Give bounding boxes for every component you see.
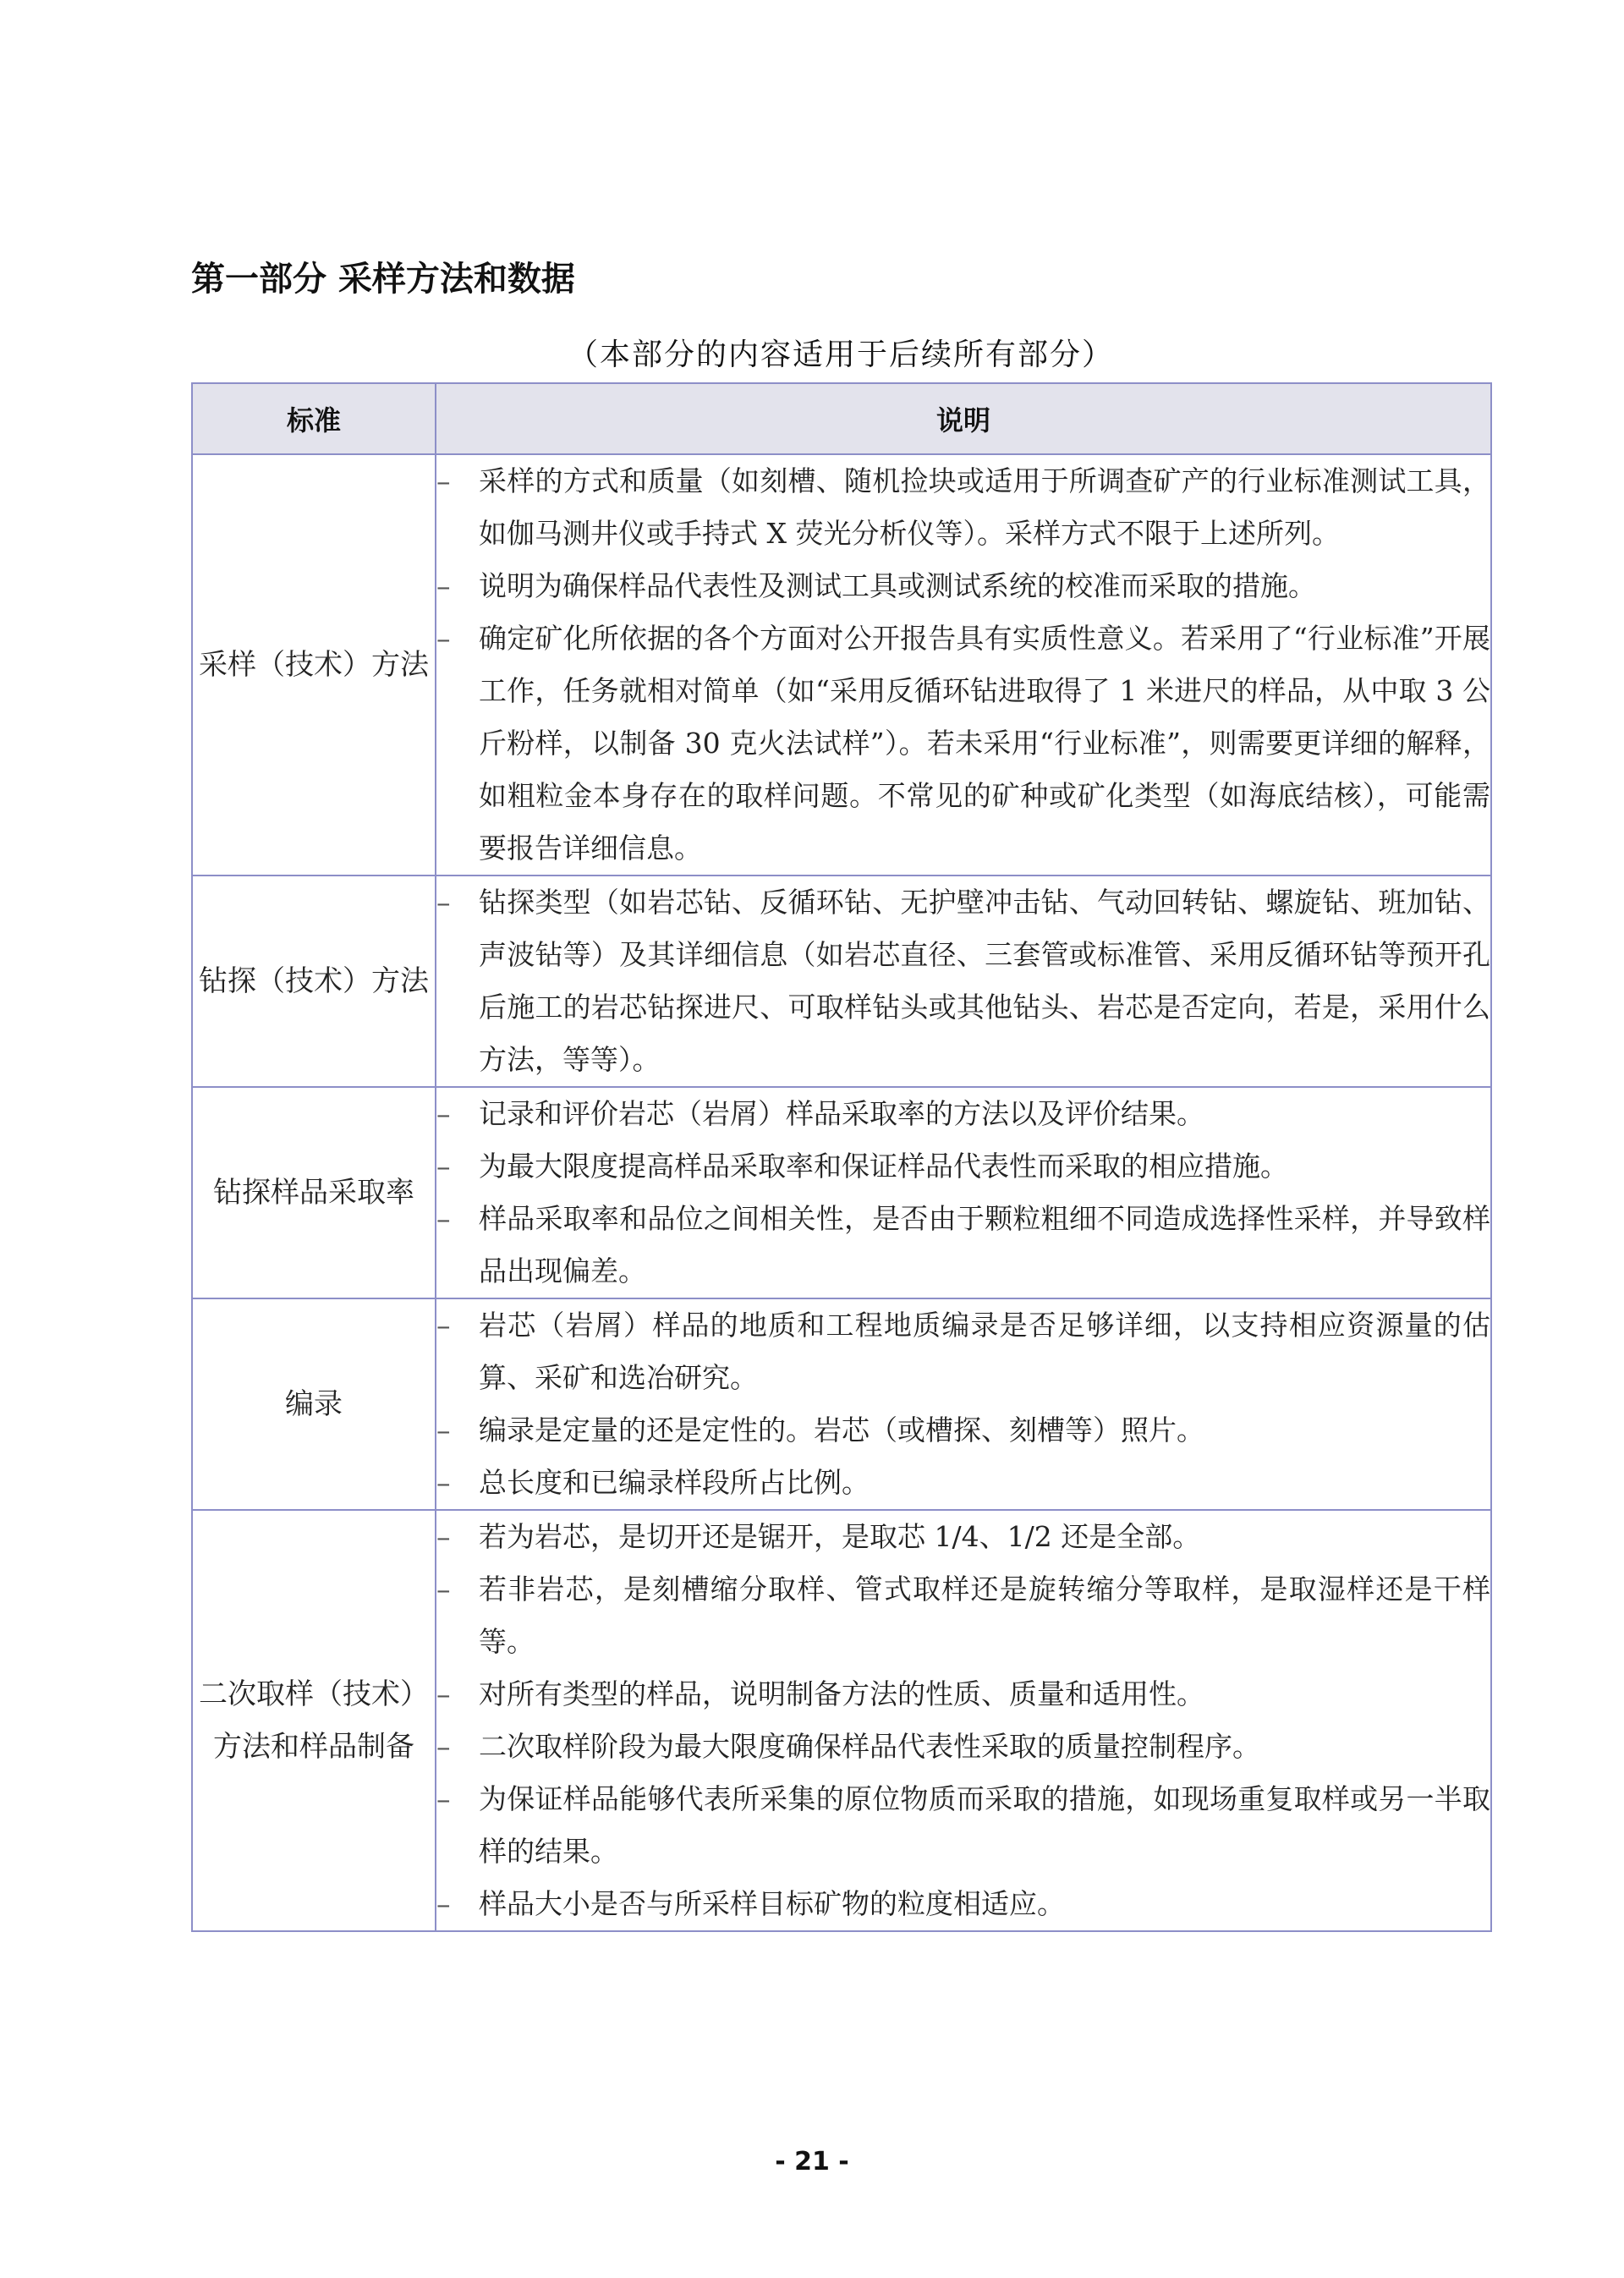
page-number: - 21 -	[775, 2147, 849, 2176]
table-row	[192, 454, 1491, 876]
description-cell	[436, 876, 1491, 1087]
list-item: – 若非岩芯，是刻槽缩分取样、管式取样还是旋转缩分等取样，是取湿样还是干样等。	[436, 1563, 1490, 1668]
section-title: 第一部分 采样方法和数据	[191, 260, 575, 299]
description-list	[436, 1299, 1490, 1509]
description-cell	[436, 1087, 1491, 1298]
description-list	[436, 1088, 1490, 1298]
list-item: – 为保证样品能够代表所采集的原位物质而采取的措施，如现场重复取样或另一半取样的结果。	[436, 1773, 1490, 1878]
header-standard: 标准	[192, 383, 436, 454]
list-item: – 钻探类型（如岩芯钻、反循环钻、无护壁冲击钻、气动回转钻、螺旋钻、班加钻、声波钻等）及其详细信息（如岩芯直径、三套管或标准管、采用反循环钻等预开孔后施工的岩芯钻探进尺、可取样钻头或其他钻头、岩芯是否定向，若是，采用什么方法，等等）。	[436, 876, 1490, 1086]
description-cell	[436, 1298, 1491, 1510]
list-item: – 说明为确保样品代表性及测试工具或测试系统的校准而采取的措施。	[436, 560, 1490, 612]
list-item: – 对所有类型的样品，说明制备方法的性质、质量和适用性。	[436, 1668, 1490, 1721]
standard-cell: 钻探样品采取率	[192, 1087, 436, 1298]
standard-cell: 编录	[192, 1298, 436, 1510]
table-row	[192, 1087, 1491, 1298]
list-item: – 岩芯（岩屑）样品的地质和工程地质编录是否足够详细，以支持相应资源量的估算、采矿和选冶研究。	[436, 1299, 1490, 1404]
description-list	[436, 1511, 1490, 1930]
description-cell	[436, 454, 1491, 876]
table-header-row	[192, 383, 1491, 454]
header-description: 说明	[436, 383, 1491, 454]
description-list	[436, 455, 1490, 875]
list-item: – 若为岩芯，是切开还是锯开，是取芯 1/4、1/2 还是全部。	[436, 1511, 1490, 1563]
section-subtitle: （本部分的内容适用于后续所有部分）	[567, 338, 1114, 372]
list-item: – 编录是定量的还是定性的。岩芯（或槽探、刻槽等）照片。	[436, 1404, 1490, 1457]
list-item: – 样品采取率和品位之间相关性，是否由于颗粒粗细不同造成选择性采样，并导致样品出现偏差。	[436, 1193, 1490, 1298]
table-row	[192, 1510, 1491, 1931]
description-list	[436, 876, 1490, 1086]
description-cell	[436, 1510, 1491, 1931]
criteria-table	[191, 382, 1492, 1932]
list-item: – 总长度和已编录样段所占比例。	[436, 1457, 1490, 1509]
list-item: – 采样的方式和质量（如刻槽、随机捡块或适用于所调查矿产的行业标准测试工具，如伽马测井仪或手持式 X 荧光分析仪等）。采样方式不限于上述所列。	[436, 455, 1490, 560]
list-item: – 二次取样阶段为最大限度确保样品代表性采取的质量控制程序。	[436, 1721, 1490, 1773]
list-item: – 样品大小是否与所采样目标矿物的粒度相适应。	[436, 1878, 1490, 1930]
table-row	[192, 1298, 1491, 1510]
standard-cell: 二次取样（技术）方法和样品制备	[192, 1510, 436, 1931]
table-row	[192, 876, 1491, 1087]
list-item: – 记录和评价岩芯（岩屑）样品采取率的方法以及评价结果。	[436, 1088, 1490, 1140]
list-item: – 确定矿化所依据的各个方面对公开报告具有实质性意义。若采用了“行业标准”开展工作，任务就相对简单（如“采用反循环钻进取得了 1 米进尺的样品，从中取 3 公斤粉样，以制备 30 克火法试样”）。若未采用“行业标准”，则需要更详细的解释，如粗粒金本身存在的取样问题。不常见的矿种或矿化类型（如海底结核），可能需要报告详细信息。	[436, 612, 1490, 875]
standard-cell: 钻探（技术）方法	[192, 876, 436, 1087]
list-item: – 为最大限度提高样品采取率和保证样品代表性而采取的相应措施。	[436, 1140, 1490, 1193]
standard-cell: 采样（技术）方法	[192, 454, 436, 876]
